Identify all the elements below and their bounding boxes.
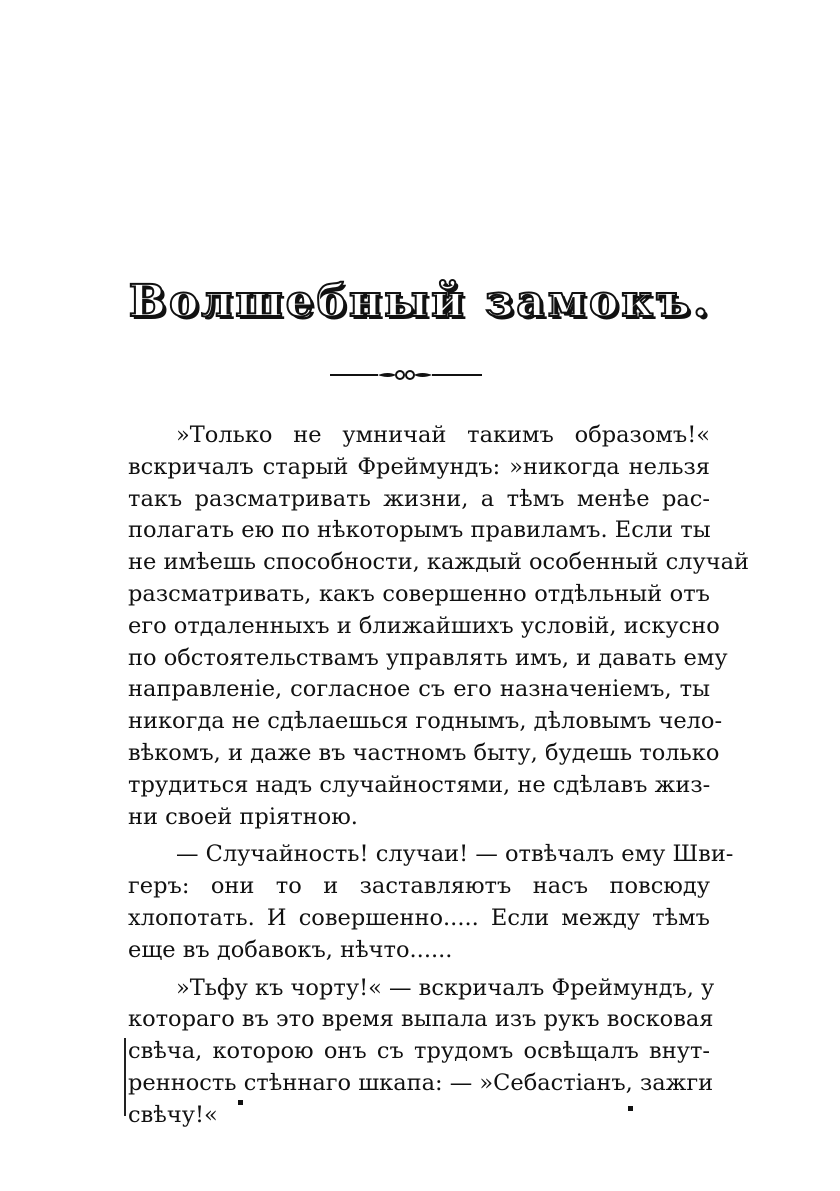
text-line: еще въ добавокъ, нѣчто...... [128, 936, 453, 963]
text-line: вскричалъ старый Фреймундъ: »никогда нельзя [128, 453, 710, 480]
text-line: свѣча, которою онъ съ трудомъ освѣщалъ внут- [128, 1038, 710, 1065]
text-line: такъ разсматривать жизни, а тѣмъ менѣе рас- [128, 485, 710, 512]
divider-ornament [330, 368, 482, 382]
ink-speck [628, 1106, 633, 1111]
text-line: разсматривать, какъ совершенно отдѣльный отъ [128, 580, 710, 607]
text-line: трудиться надъ случайностями, не сдѣлавъ жиз- [128, 771, 711, 798]
text-line: »Тьфу къ чорту!« — вскричалъ Фреймундъ, у [176, 974, 715, 1001]
text-line: вѣкомъ, и даже въ частномъ быту, будешь только [128, 739, 720, 766]
text-line: по обстоятельствамъ управлять имъ, и давать ему [128, 644, 728, 671]
text-line: »Только не умничай такимъ образомъ!« [176, 422, 710, 448]
ink-speck [238, 1100, 243, 1105]
text-line: ни своей пріятною. [128, 803, 358, 830]
text-line: свѣчу!« [128, 1101, 218, 1128]
margin-rule [124, 1038, 126, 1116]
text-line: не имѣешь способности, каждый особенный случай [128, 549, 750, 576]
text-line: геръ: они то и заставляютъ насъ повсюду [128, 873, 710, 900]
chapter-title: Волшебный замокъ. [128, 276, 712, 327]
text-line: его отдаленныхъ и ближайшихъ условій, искусно [128, 612, 720, 639]
text-line: хлопотать. И совершенно..... Если между тѣмъ [128, 904, 710, 931]
body-text [128, 420, 750, 1132]
text-line: направленіе, согласное съ его назначеніемъ, ты [128, 676, 710, 703]
text-line: никогда не сдѣлаешься годнымъ, дѣловымъ чело- [128, 708, 723, 735]
text-line: ренность стѣннаго шкапа: — »Себастіанъ, зажги [128, 1069, 714, 1096]
text-line: — Случайность! случаи! — отвѣчалъ ему Шви- [176, 841, 734, 868]
text-line: котораго въ это время выпала изъ рукъ восковая [128, 1006, 714, 1033]
text-line: полагать ею по нѣкоторымъ правиламъ. Если ты [128, 517, 711, 544]
